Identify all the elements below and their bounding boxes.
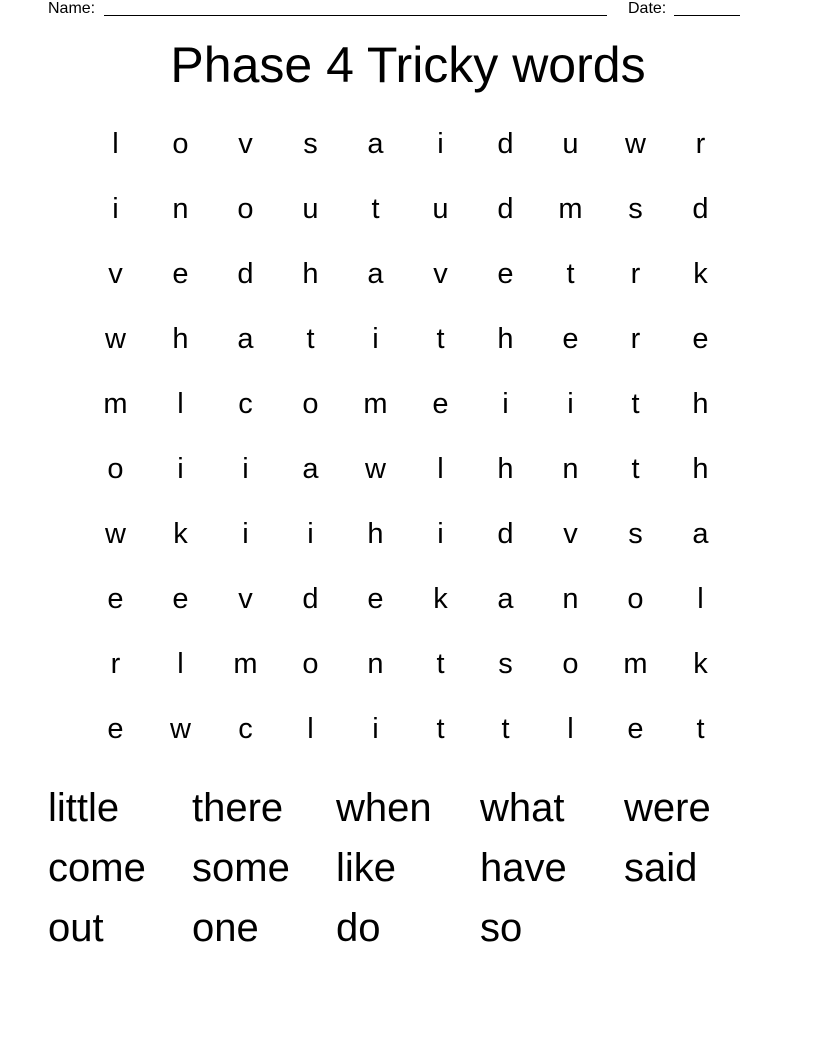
grid-letter: e xyxy=(497,258,514,290)
grid-letter: s xyxy=(498,648,513,680)
grid-letter: o xyxy=(172,128,189,160)
word-bank-item: little xyxy=(48,786,120,830)
grid-letter: t xyxy=(306,323,315,355)
grid-letter: t xyxy=(436,648,445,680)
grid-letter: n xyxy=(367,648,384,680)
grid-letter: t xyxy=(566,258,575,290)
grid-letter: i xyxy=(177,453,184,485)
grid-letter: a xyxy=(497,583,514,615)
grid-letter: i xyxy=(112,193,119,225)
word-bank-item: do xyxy=(336,906,381,950)
grid-letter: h xyxy=(497,323,514,355)
word-bank-item: have xyxy=(480,846,567,890)
grid-letter: m xyxy=(233,648,258,680)
grid-letter: h xyxy=(692,453,709,485)
grid-letter: d xyxy=(497,128,514,160)
grid-letter: h xyxy=(497,453,514,485)
grid-letter: w xyxy=(170,713,191,745)
grid-letter: o xyxy=(302,388,319,420)
grid-letter: a xyxy=(367,128,384,160)
grid-letter: c xyxy=(238,388,253,420)
grid-letter: a xyxy=(367,258,384,290)
grid-letter: i xyxy=(567,388,574,420)
grid-letter: i xyxy=(437,518,444,550)
word-bank xyxy=(48,778,768,958)
grid-letter: v xyxy=(433,258,448,290)
word-bank-item: out xyxy=(48,906,104,950)
grid-letter: r xyxy=(630,258,641,290)
grid-letter: h xyxy=(367,518,384,550)
date-blank xyxy=(674,15,740,16)
grid-letter: d xyxy=(692,193,709,225)
grid-letter: o xyxy=(627,583,644,615)
grid-letter: e xyxy=(367,583,384,615)
word-bank-item: come xyxy=(48,846,146,890)
grid-letter: d xyxy=(497,518,514,550)
grid-letter: i xyxy=(502,388,509,420)
grid-letter: l xyxy=(697,583,704,615)
grid-letter: l xyxy=(112,128,119,160)
grid-letter: v xyxy=(108,258,123,290)
grid-letter: e xyxy=(627,713,644,745)
word-bank-item: like xyxy=(336,846,397,890)
grid-letter: e xyxy=(172,583,189,615)
grid-letter: t xyxy=(436,713,445,745)
name-blank xyxy=(104,15,607,16)
grid-letter: r xyxy=(695,128,706,160)
word-bank-item: when xyxy=(336,786,432,830)
word-bank-item: what xyxy=(480,786,565,830)
grid-letter: s xyxy=(628,193,643,225)
grid-letter: k xyxy=(173,518,188,550)
grid-letter: s xyxy=(628,518,643,550)
grid-letter: i xyxy=(242,453,249,485)
grid-letter: o xyxy=(302,648,319,680)
grid-letter: u xyxy=(432,193,449,225)
grid-letter: m xyxy=(103,388,128,420)
grid-letter: t xyxy=(631,388,640,420)
grid-letter: n xyxy=(562,583,579,615)
grid-letter: d xyxy=(237,258,254,290)
grid-letter: o xyxy=(562,648,579,680)
date-label: Date: xyxy=(628,0,667,17)
grid-letter: l xyxy=(307,713,314,745)
grid-letter: v xyxy=(238,583,253,615)
grid-letter: a xyxy=(302,453,319,485)
grid-letter: a xyxy=(692,518,709,550)
grid-letter: u xyxy=(302,193,319,225)
grid-letter: l xyxy=(177,648,184,680)
grid-letter: t xyxy=(371,193,380,225)
grid-letter: r xyxy=(110,648,121,680)
worksheet-header xyxy=(48,0,740,18)
word-bank-item: so xyxy=(480,906,523,950)
grid-letter: n xyxy=(172,193,189,225)
grid-letter: o xyxy=(237,193,254,225)
grid-letter: t xyxy=(631,453,640,485)
grid-letter: i xyxy=(307,518,314,550)
page-title: Phase 4 Tricky words xyxy=(170,37,646,93)
word-bank-item: one xyxy=(192,906,259,950)
grid-letter: e xyxy=(692,323,709,355)
word-bank-item: said xyxy=(624,846,698,890)
grid-letter: o xyxy=(107,453,124,485)
grid-letter: r xyxy=(630,323,641,355)
grid-letter: k xyxy=(693,258,708,290)
grid-letter: h xyxy=(172,323,189,355)
grid-letter: d xyxy=(302,583,319,615)
grid-letter: c xyxy=(238,713,253,745)
grid-letter: k xyxy=(693,648,708,680)
name-label: Name: xyxy=(48,0,96,17)
grid-letter: w xyxy=(365,453,386,485)
grid-letter: i xyxy=(242,518,249,550)
grid-letter: t xyxy=(501,713,510,745)
grid-letter: w xyxy=(105,323,126,355)
grid-letter: t xyxy=(696,713,705,745)
grid-letter: d xyxy=(497,193,514,225)
grid-letter: u xyxy=(562,128,579,160)
grid-letter: i xyxy=(372,713,379,745)
grid-letter: t xyxy=(436,323,445,355)
grid-letter: l xyxy=(567,713,574,745)
word-bank-item: some xyxy=(192,846,290,890)
word-bank-item: there xyxy=(192,786,284,830)
grid-letter: s xyxy=(303,128,318,160)
grid-letter: w xyxy=(105,518,126,550)
grid-letter: h xyxy=(692,388,709,420)
grid-letter: e xyxy=(107,583,124,615)
grid-letter: v xyxy=(238,128,253,160)
grid-letter: i xyxy=(437,128,444,160)
grid-letter: e xyxy=(107,713,124,745)
grid-letter: m xyxy=(558,193,583,225)
grid-letter: h xyxy=(302,258,319,290)
grid-letter: n xyxy=(562,453,579,485)
grid-letter: m xyxy=(623,648,648,680)
grid-letter: i xyxy=(372,323,379,355)
letter-grid xyxy=(83,112,733,762)
grid-letter: e xyxy=(562,323,579,355)
word-bank-item: were xyxy=(624,786,711,830)
grid-letter: w xyxy=(625,128,646,160)
grid-letter: l xyxy=(177,388,184,420)
grid-letter: e xyxy=(172,258,189,290)
grid-letter: a xyxy=(237,323,254,355)
grid-letter: m xyxy=(363,388,388,420)
grid-letter: v xyxy=(563,518,578,550)
grid-letter: l xyxy=(437,453,444,485)
grid-letter: e xyxy=(432,388,449,420)
grid-letter: k xyxy=(433,583,448,615)
